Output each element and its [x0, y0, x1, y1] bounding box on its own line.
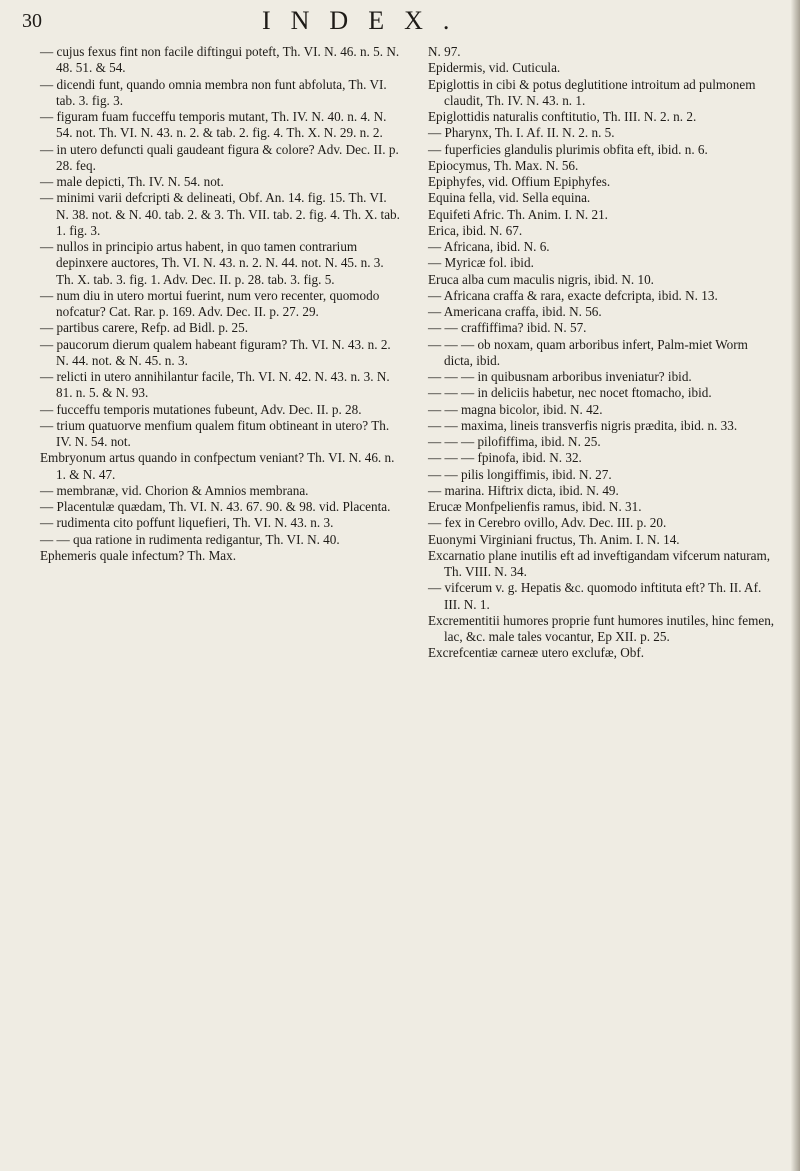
index-entry: — male depicti, Th. IV. N. 54. not. [40, 174, 224, 189]
index-entry: Equifeti Afric. Th. Anim. I. N. 21. [428, 206, 608, 222]
index-entry: — fucceffu temporis mutationes fubeunt, Adv. Dec. II. p. 28. [40, 401, 362, 417]
index-entry: Ephemeris quale infectum? Th. Max. [40, 547, 237, 563]
index-entry: — relicti in utero annihilantur facile, Th. VI. N. 42. N. 43. n. 3. N. 81. n. 5. & N. 93. [40, 369, 390, 401]
index-entry: Epiglottidis naturalis conftitutio, Th. III. N. 2. n. 2. [428, 109, 697, 124]
index-entry: — figuram fuam fucceffu temporis mutant, Th. IV. N. 40. n. 4. N. 54. not. Th. VI. N. 43. n. 2. & tab. 2. fig. 4. Th. X. N. 29. n. 2. [40, 109, 387, 141]
index-column-right [428, 44, 780, 662]
index-entry: — Africana craffa & rara, exacte defcripta, ibid. N. 13. [428, 287, 718, 303]
index-entry: Epiphyfes, vid. Offium Epiphyfes. [428, 174, 611, 189]
index-entry: — vifcerum v. g. Hepatis &c. quomodo inftituta eft? Th. II. Af. III. N. 1. [428, 580, 762, 612]
index-entry: — membranæ, vid. Chorion & Amnios membrana. [40, 482, 309, 498]
index-entry: Eruca alba cum maculis nigris, ibid. N. 10. [428, 271, 654, 287]
index-entry: Embryonum artus quando in confpectum veniant? Th. VI. N. 46. n. 1. & N. 47. [40, 450, 395, 482]
index-entry: — — — pilofiffima, ibid. N. 25. [428, 434, 601, 449]
index-entry: Erucæ Monfpelienfis ramus, ibid. N. 31. [428, 499, 642, 514]
index-entry: — — maxima, lineis transverfis nigris prædita, ibid. n. 33. [428, 417, 738, 433]
index-entry: — — — fpinofa, ibid. N. 32. [428, 450, 582, 466]
index-entry: Excarnatio plane inutilis eft ad inveftigandam vifcerum naturam, Th. VIII. N. 34. [428, 547, 771, 579]
index-entry: — Myricæ fol. ibid. [428, 255, 534, 271]
page-header [0, 6, 800, 40]
index-entry: — — craffiffima? ibid. N. 57. [428, 320, 587, 336]
index-entry: — cujus fexus fint non facile diftingui poteft, Th. VI. N. 46. n. 5. N. 48. 51. & 54. [40, 44, 400, 76]
index-entry: Equina fella, vid. Sella equina. [428, 190, 591, 206]
index-entry: — num diu in utero mortui fuerint, num vero recenter, quomodo nofcatur? Cat. Rar. p. 169. Adv. Dec. II. p. 27. 29. [40, 287, 380, 319]
index-entry: — paucorum dierum qualem habeant figuram? Th. VI. N. 43. n. 2. N. 44. not. & N. 45. n. 3. [40, 336, 391, 368]
index-entry: — rudimenta cito poffunt liquefieri, Th. VI. N. 43. n. 3. [40, 515, 334, 531]
index-entry: — — pilis longiffimis, ibid. N. 27. [428, 466, 612, 482]
page-edge-shadow [791, 0, 800, 1171]
index-entry: Excrementitii humores proprie funt humores inutiles, hinc femen, lac, &c. male tales vocantur, Ep XII. p. 25. [428, 612, 775, 644]
index-entry: N. 97. [428, 44, 461, 59]
index-entry: — nullos in principio artus habent, in quo tamen contrarium depinxere auctores, Th. VI. N. 43. n. 2. N. 44. not. N. 45. n. 3. Th. X. tab. 3. fig. 1. Adv. Dec. II. p. 28. tab. 3. fig. 5. [40, 239, 384, 287]
index-entry: — fex in Cerebro ovillo, Adv. Dec. III. p. 20. [428, 515, 667, 531]
running-head: INDEX. [262, 6, 470, 35]
index-entry: — dicendi funt, quando omnia membra non funt abfoluta, Th. VI. tab. 3. fig. 3. [40, 76, 387, 108]
index-entry: — Pharynx, Th. I. Af. II. N. 2. n. 5. [428, 125, 615, 141]
index-entry: Epidermis, vid. Cuticula. [428, 60, 561, 76]
index-entry: — — — in deliciis habetur, nec nocet ftomacho, ibid. [428, 385, 712, 401]
index-entry: — fuperficies glandulis plurimis obfita eft, ibid. n. 6. [428, 141, 708, 157]
index-column-left [40, 44, 400, 564]
index-entry: Erica, ibid. N. 67. [428, 222, 523, 238]
index-entry: — — — ob noxam, quam arboribus infert, Palm-miet Worm dicta, ibid. [428, 336, 748, 368]
index-entry: — — qua ratione in rudimenta redigantur, Th. VI. N. 40. [40, 531, 340, 547]
index-entry: — in utero defuncti quali gaudeant figura & colore? Adv. Dec. II. p. 28. feq. [40, 141, 399, 173]
index-entry: — partibus carere, Refp. ad Bidl. p. 25. [40, 320, 249, 336]
index-entry: Excrefcentiæ carneæ utero exclufæ, Obf. [428, 645, 645, 661]
index-entry: — — — in quibusnam arboribus inveniatur? ibid. [428, 369, 692, 384]
index-entry: — marina. Hiftrix dicta, ibid. N. 49. [428, 482, 619, 498]
index-entry: — Africana, ibid. N. 6. [428, 239, 550, 254]
index-entry: — Placentulæ quædam, Th. VI. N. 43. 67. 90. & 98. vid. Placenta. [40, 499, 391, 514]
index-entry: Epiocymus, Th. Max. N. 56. [428, 157, 579, 173]
index-entry: Epiglottis in cibi & potus deglutitione introitum ad pulmonem claudit, Th. IV. N. 43. n. 1. [428, 76, 756, 108]
page-number: 30 [22, 10, 42, 32]
index-entry: — — magna bicolor, ibid. N. 42. [428, 401, 603, 417]
index-entry: — Americana craffa, ibid. N. 56. [428, 304, 602, 319]
index-entry: — trium quatuorve menfium qualem fitum obtineant in utero? Th. IV. N. 54. not. [40, 417, 390, 449]
index-entry: Euonymi Virginiani fructus, Th. Anim. I. N. 14. [428, 531, 680, 547]
index-entry: — minimi varii defcripti & delineati, Obf. An. 14. fig. 15. Th. VI. N. 38. not. & N. 40. tab. 2. & 3. Th. VII. tab. 2. fig. 4. Th. X. tab. 1. fig. 3. [40, 190, 400, 238]
